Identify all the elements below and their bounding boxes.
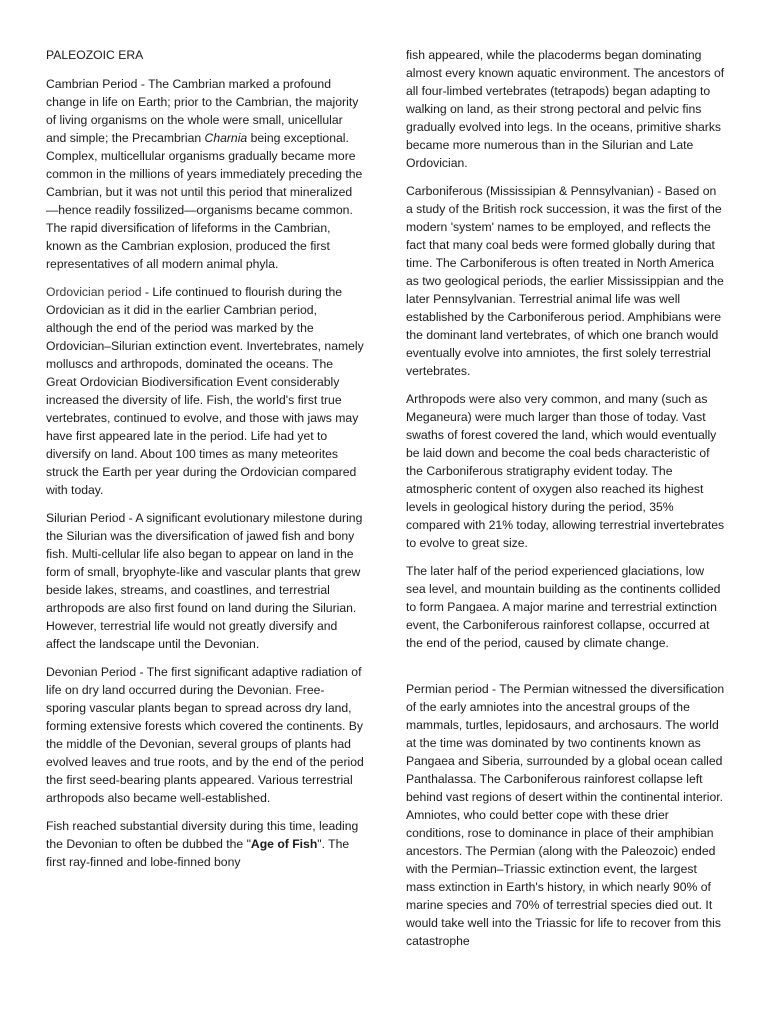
cambrian-text-1: - The Cambrian marked a profound change in life on Earth; prior to the Cambrian, the majority of living organisms on the whole were small, unicellular and simple; the Precambrian — [46, 77, 359, 145]
left-column — [46, 46, 364, 881]
silurian-paragraph: Silurian Period - A significant evolutionary milestone during the Silurian was the diversification of jawed fish and bony fish. Multi-cellular life also began to appear on land in the form of small, bryophyte-like and vascular plants that grew beside lakes, streams, and coastlines, and terrestrial arthropods are also first found on land during the Silurian. However, terrestrial life would not greatly diversify and affect the landscape until the Devonian. — [46, 511, 363, 651]
cambrian-paragraph — [46, 75, 364, 273]
ordovician-heading: Ordovician period — [46, 285, 142, 299]
later-half-paragraph: The later half of the period experienced glaciations, low sea level, and mountain building as the continents collided to form Pangaea. A major marine and terrestrial extinction event, the Carboniferous rainforest collapse, occurred at the end of the period, caused by climate change. — [406, 564, 721, 650]
ordovician-text: - Life continued to flourish during the Ordovician as it did in the earlier Cambrian period, although the end of the period was marked by the Ordovician–Silurian extinction event. Invertebrates, namely molluscs and arthropods, dominated the oceans. The Great Ordovician Biodiversification Event considerably increased the diversity of life. Fish, the world's first true vertebrates, continued to evolve, and those with jaws may have first appeared late in the period. Life had yet to diversify on land. About 100 times as many meteorites struck the Earth per year during the Ordovician compared with today. — [46, 285, 364, 497]
fish-paragraph — [46, 817, 364, 871]
fish-text-2: ". The first ray-finned and lobe-finned bony — [46, 837, 350, 869]
devonian-paragraph: Devonian Period - The first significant adaptive radiation of life on dry land occurred during the Devonian. Free-sporing vascular plants began to spread across dry land, forming extensive forests which covered the continents. By the middle of the Devonian, several groups of plants had evolved leaves and true roots, and by the end of the period the first seed-bearing plants appeared. Various terrestrial arthropods also became well-established. — [46, 665, 364, 805]
ordovician-paragraph — [46, 283, 364, 499]
arthropods-paragraph: Arthropods were also very common, and many (such as Meganeura) were much larger than those of today. Vast swaths of forest covered the land, which would eventually be laid down and become the coal beds characteristic of the Carboniferous stratigraphy evident today. The atmospheric content of oxygen also reached its highest levels in geological history during the period, 35% compared with 21% today, allowing terrestrial invertebrates to evolve to great size. — [406, 392, 725, 550]
document-title: PALEOZOIC ERA — [46, 48, 144, 62]
fish-continued-paragraph: fish appeared, while the placoderms began dominating almost every known aquatic environment. The ancestors of all four-limbed vertebrates (tetrapods) began adapting to walking on land, as their strong pectoral and pelvic fins gradually evolved into legs. In the oceans, primitive sharks became more numerous than in the Silurian and Late Ordovician. — [406, 48, 725, 170]
fish-text-1: Fish reached substantial diversity during this time, leading the Devonian to often be dubbed the " — [46, 819, 359, 851]
right-column — [406, 46, 726, 960]
paragraph-spacer — [406, 662, 726, 680]
charnia-term: Charnia — [204, 131, 248, 145]
carboniferous-paragraph: Carboniferous (Mississipian & Pennsylvanian) - Based on a study of the British rock succession, it was the first of the modern 'system' names to be employed, and reflects the fact that many coal beds were formed globally during that time. The Carboniferous is often treated in North America as two geological periods, the earlier Mississippian and the later Pennsylvanian. Terrestrial animal life was well established by the Carboniferous period. Amphibians were the dominant land vertebrates, of which one branch would eventually evolve into amniotes, the first solely terrestrial vertebrates. — [406, 184, 724, 378]
age-of-fish-term: Age of Fish — [250, 837, 318, 851]
cambrian-text-2: being exceptional. Complex, multicellular organisms gradually became more common in the millions of years immediately preceding the Cambrian, but it was not until this period that mineralized—hence readily fossilized—organisms became common. The rapid diversification of lifeforms in the Cambrian, known as the Cambrian explosion, produced the first representatives of all modern animal phyla. — [46, 131, 363, 271]
cambrian-heading: Cambrian Period — [46, 77, 138, 91]
permian-paragraph: Permian period - The Permian witnessed the diversification of the early amniotes into the ancestral groups of the mammals, turtles, lepidosaurs, and archosaurs. The world at the time was dominated by two continents known as Pangaea and Siberia, surrounded by a global ocean called Panthalassa. The Carboniferous rainforest collapse left behind vast regions of desert within the continental interior. Amniotes, who could better cope with these drier conditions, rose to dominance in place of their amphibian ancestors. The Permian (along with the Paleozoic) ended with the Permian–Triassic extinction event, the largest mass extinction in Earth's history, in which nearly 90% of marine species and 70% of terrestrial species died out. It would take well into the Triassic for life to recover from this catastrophe — [406, 682, 725, 948]
